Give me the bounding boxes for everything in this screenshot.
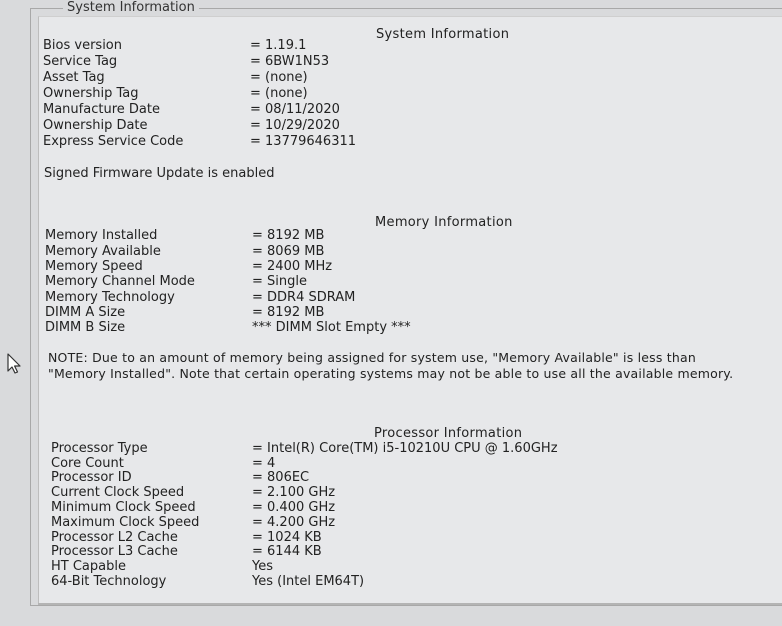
row-value: = Single <box>252 274 307 289</box>
row-value: = 4 <box>252 456 276 471</box>
row-value: = 2400 MHz <box>252 259 333 274</box>
row-value: = 1024 KB <box>252 530 322 545</box>
bottom-divider <box>38 603 782 605</box>
row-value: = (none) <box>250 70 308 85</box>
row-label: Manufacture Date <box>43 102 160 117</box>
row-label: Service Tag <box>43 54 118 69</box>
row-label: Processor L3 Cache <box>51 544 178 559</box>
row-value: = 2.100 GHz <box>252 485 336 500</box>
row-label: Memory Channel Mode <box>45 274 195 289</box>
row-label: Minimum Clock Speed <box>51 500 196 515</box>
row-value: = 8069 MB <box>252 244 325 259</box>
row-value: Yes (Intel EM64T) <box>252 574 365 589</box>
row-value: = 0.400 GHz <box>252 500 336 515</box>
row-label: DIMM B Size <box>45 320 126 335</box>
row-label: Processor L2 Cache <box>51 530 178 545</box>
row-label: Memory Speed <box>45 259 143 274</box>
row-value: = 08/11/2020 <box>250 102 340 117</box>
row-label: DIMM A Size <box>45 305 126 320</box>
row-label: Current Clock Speed <box>51 485 185 500</box>
row-label: Ownership Date <box>43 118 148 133</box>
row-label: Memory Available <box>45 244 161 259</box>
row-value: = 13779646311 <box>250 134 357 149</box>
row-value: Yes <box>252 559 273 574</box>
row-value: = 10/29/2020 <box>250 118 340 133</box>
info-panel <box>38 16 782 603</box>
row-label: Asset Tag <box>43 70 105 85</box>
memory-note: NOTE: Due to an amount of memory being assigned for system use, "Memory Available" is less than "Memory Installed". Note that certain operating systems may not be able to use all the available memory. <box>48 350 734 381</box>
row-label: Processor ID <box>51 470 132 485</box>
row-value: = 1.19.1 <box>250 38 307 53</box>
row-label: Memory Technology <box>45 290 175 305</box>
processor-info-heading: Processor Information <box>374 426 523 441</box>
row-value: = 6BW1N53 <box>250 54 330 69</box>
mouse-pointer-icon <box>6 353 24 379</box>
row-value: = DDR4 SDRAM <box>252 290 356 305</box>
firmware-status-text: Signed Firmware Update is enabled <box>44 166 275 181</box>
row-label: Maximum Clock Speed <box>51 515 200 530</box>
row-label: 64-Bit Technology <box>51 574 167 589</box>
row-label: Bios version <box>43 38 123 53</box>
row-value: *** DIMM Slot Empty *** <box>252 320 411 335</box>
row-label: Core Count <box>51 456 124 471</box>
groupbox-title: System Information <box>63 1 199 15</box>
memory-info-heading: Memory Information <box>375 215 513 230</box>
row-value: = (none) <box>250 86 308 101</box>
row-label: Processor Type <box>51 441 148 456</box>
row-label: Memory Installed <box>45 228 158 243</box>
row-value: = 6144 KB <box>252 544 322 559</box>
row-value: = 8192 MB <box>252 228 325 243</box>
row-value: = 806EC <box>252 470 310 485</box>
row-label: Ownership Tag <box>43 86 139 101</box>
row-label: Express Service Code <box>43 134 184 149</box>
row-value: = 8192 MB <box>252 305 325 320</box>
row-label: HT Capable <box>51 559 126 574</box>
row-value: = Intel(R) Core(TM) i5-10210U CPU @ 1.60GHz <box>252 441 558 456</box>
row-value: = 4.200 GHz <box>252 515 336 530</box>
system-info-heading: System Information <box>376 27 510 42</box>
